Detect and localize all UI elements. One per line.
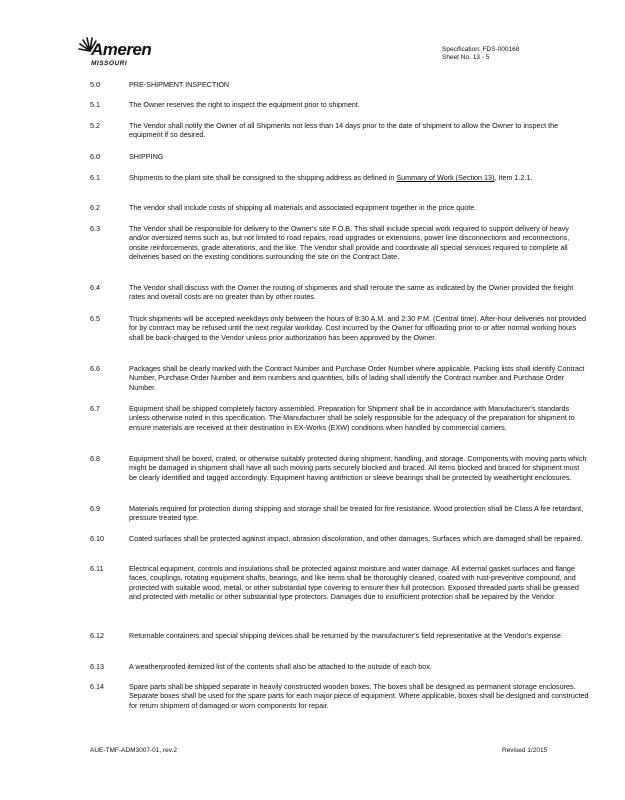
summary-of-work-link[interactable]: Summary of Work (Section 13) [396, 173, 495, 182]
spec-info [442, 46, 519, 62]
section-number: 6.5 [90, 314, 100, 323]
text-after: , Item 1.2.1. [494, 173, 533, 182]
section-text: Coated surfaces shall be protected against impact, abrasion discoloration, and other damages. Surfaces which are damaged shall be repaired. [129, 534, 583, 543]
section-number: 6.11 [90, 564, 104, 573]
section-number: 6.6 [90, 364, 100, 373]
section-number: 6.1 [90, 173, 100, 182]
section-number: 6.3 [90, 224, 100, 233]
section-number: 6.0 [90, 152, 100, 161]
section-text: The Vendor shall notify the Owner of all Shipments not less than 14 days prior to the date of shipment to allow the Owner to inspect the equipment if so desired. [129, 121, 559, 140]
section-text: The vendor shall include costs of shipping all materials and associated equipment together in the price quote. [129, 203, 477, 212]
section-title: SHIPPING [129, 152, 164, 161]
section-number: 6.4 [90, 283, 100, 292]
section-number: 6.8 [90, 454, 100, 463]
section-text: A weatherproofed itemized list of the contents shall also be attached to the outside of each box. [129, 662, 432, 671]
footer-form-number: AUE-TMF-ADM3007-01, rev.2 [90, 747, 177, 754]
ameren-logo [76, 36, 186, 76]
section-number: 6.10 [90, 534, 104, 543]
section-text: Spare parts shall be shipped separate in heavily constructed wooden boxes. The boxes shall be designed as permanent storage enclosures. Separate boxes shall be used for the spare parts for each major piece of equipment. Where applicable, boxes shall be designed and constructed for return shipment of damaged or worn components for repair. [129, 682, 589, 710]
footer-revision-date: Revised 1/2015 [502, 747, 548, 754]
section-number: 6.12 [90, 631, 104, 640]
section-text: The Vendor shall be responsible for delivery to the Owner's site F.O.B. This shall include special work required to support delivery of heavy and/or oversized items such as, but not limited to road repairs, road upgrades or extensions, power line disconnections and reconnections, onsite reinforcements, grade alterations, and the like. The Vendor shall provide and coordinate all special services required to complete all deliveries based on the existing conditions surrounding the site on the Contract Date. [129, 224, 570, 261]
section-number: 6.9 [90, 504, 100, 513]
sheet-number: Sheet No. 13 - 5 [442, 54, 490, 61]
section-number: 6.7 [90, 404, 100, 413]
text-before: Shipments to the plant site shall be consigned to the shipping address as defined in [129, 173, 397, 182]
section-text: Returnable containers and special shipping devices shall be returned by the manufacturer's field representative at the Vendor's expense. [129, 631, 563, 640]
section-number: 6.2 [90, 203, 100, 212]
section-number: 6.14 [90, 682, 104, 691]
section-number: 5.1 [90, 100, 100, 109]
section-text: Packages shall be clearly marked with the Contract Number and Purchase Order Number where applicable. Packing lists shall identify Contract Number, Purchase Order Number and item numbers and quantities, bills of lading shall identify the Contract number and Purchase Order Number. [129, 364, 585, 392]
section-number: 6.13 [90, 662, 104, 671]
section-text: Electrical equipment, controls and insulations shall be protected against moisture and water damage. All external gasket surfaces and flange faces, couplings, rotating equipment shafts, bearings, and like items shall be thoroughly cleaned, coated with rust-preventive compound, and protected with suitable wood, metal, or other substantial type covering to ensure their full protection. Exposed threaded parts shall be greased and protected with metallic or other substantial type protectors. Damages due to insufficient protection shall be repaired by the Vendor. [129, 564, 579, 601]
section-number: 5.2 [90, 121, 100, 130]
section-text: The Owner reserves the right to inspect the equipment prior to shipment. [129, 100, 360, 109]
section-text: Equipment shall be shipped completely factory assembled. Preparation for Shipment shall be in accordance with Manufacturer's standards unless otherwise noted in this specification. The Manufacturer shall be solely responsible for the adequacy of the preparation for shipment to ensure materials are received at their destination in EX-Works (EXW) conditions when handled by commercial carriers. [129, 404, 575, 432]
section-number: 5.0 [90, 80, 100, 89]
section-text: Materials required for protection during shipping and storage shall be treated for fire resistance. Wood protection shall be Class A fire retardant, pressure treated type. [129, 504, 584, 523]
spec-number: Specification: FDS-000168 [442, 46, 520, 53]
section-text: Equipment shall be boxed, crated, or otherwise suitably protected during shipment, handling, and storage. Components with moving parts which might be damaged in shipment shall have all such moving parts securely blocked and braced. All items blocked and braced for shipment must be clearly identified and tagged accordingly. Equipment having antifriction or sleeve bearings shall be protected by weathertight enclosures. [129, 454, 587, 482]
section-title: PRE-SHIPMENT INSPECTION [129, 80, 230, 89]
section-text: The Vendor shall discuss with the Owner the routing of shipments and shall reroute the same as indicated by the Owner provided the freight rates and overall costs are no greater than by other routes. [129, 283, 574, 302]
logo-subtitle: MISSOURI [91, 60, 128, 67]
section-text: Truck shipments will be accepted weekdays only between the hours of 8:30 A.M. and 2:30 P.M. (Central time). After-hour deliveries not provided for by contract may be refused until the next regular workday. Cost incurred by the Owner for offloading prior to or after normal working hours shall be back-charged to the Vendor unless prior authorization has been approved by the Owner. [129, 314, 587, 342]
section-text [129, 173, 589, 182]
logo-name: Ameren [91, 40, 152, 59]
